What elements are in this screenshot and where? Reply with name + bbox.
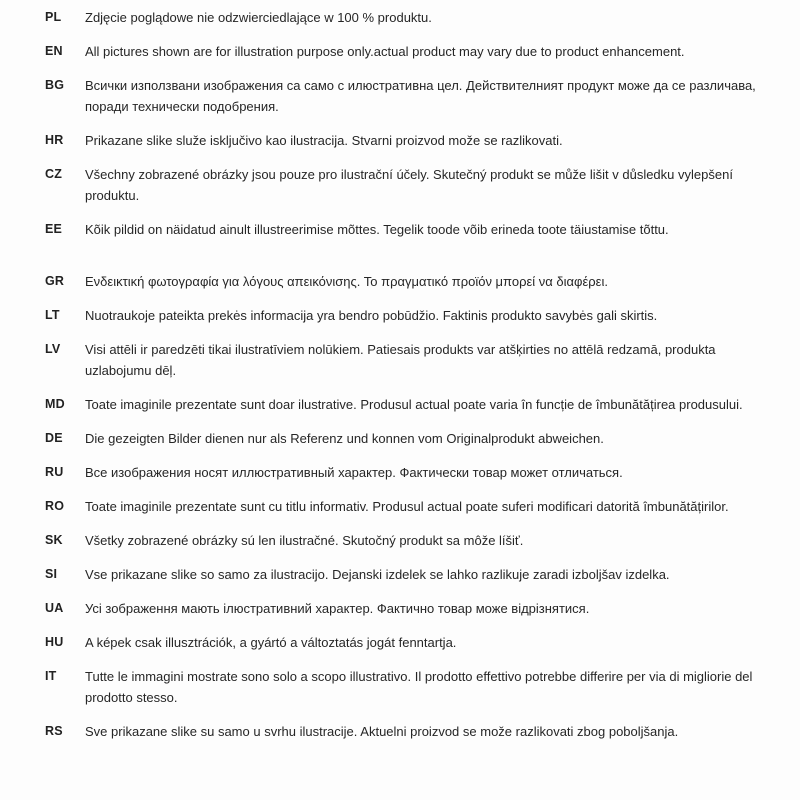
disclaimer-row (45, 164, 760, 206)
disclaimer-row (45, 598, 760, 619)
disclaimer-text: Toate imaginile prezentate sunt doar ilustrative. Produsul actual poate varia în funcție de îmbunătățirea produsului. (85, 397, 743, 412)
language-code: BG (45, 78, 65, 92)
disclaimer-text: All pictures shown are for illustration purpose only.actual product may vary due to product enhancement. (85, 44, 685, 59)
disclaimer-text: Prikazane slike služe isključivo kao ilustracija. Stvarni proizvod može se razlikovati. (85, 133, 563, 148)
language-code: MD (45, 397, 65, 411)
disclaimer-text: Všechny zobrazené obrázky jsou pouze pro ilustrační účely. Skutečný produkt se může lišit v důsledku vylepšení produktu. (85, 167, 733, 203)
language-code: UA (45, 601, 64, 615)
disclaimer-row (45, 428, 760, 449)
disclaimer-row (45, 41, 760, 62)
disclaimer-row (45, 496, 760, 517)
language-code: RU (45, 465, 64, 479)
language-code: CZ (45, 167, 63, 181)
disclaimer-text: Vse prikazane slike so samo za ilustracijo. Dejanski izdelek se lahko razlikuje zaradi izboljšav izdelka. (85, 567, 670, 582)
language-code: GR (45, 274, 65, 288)
disclaimer-text: Ενδεικτική φωτογραφία για λόγους απεικόνισης. Το πραγματικό προϊόν μπορεί να διαφέρει. (85, 274, 608, 289)
disclaimer-row (45, 219, 760, 240)
disclaimer-row (45, 564, 760, 585)
language-code: IT (45, 669, 57, 683)
disclaimer-row (45, 462, 760, 483)
disclaimer-text: Kõik pildid on näidatud ainult illustreerimise mõttes. Tegelik toode võib erineda toote täiustamise tõttu. (85, 222, 669, 237)
disclaimer-row (45, 339, 760, 381)
language-code: PL (45, 10, 62, 24)
language-code: LT (45, 308, 60, 322)
disclaimer-row (45, 721, 760, 742)
language-code: SK (45, 533, 63, 547)
disclaimer-text: Всички използвани изображения са само с илюстративна цел. Действителният продукт може да се различава, поради технически подобрения. (85, 78, 756, 114)
disclaimer-row (45, 530, 760, 551)
language-code: RS (45, 724, 63, 738)
disclaimer-text: Zdjęcie poglądowe nie odzwierciedlające w 100 % produktu. (85, 10, 432, 25)
disclaimer-text: Все изображения носят иллюстративный характер. Фактически товар может отличаться. (85, 465, 623, 480)
disclaimer-text: Усі зображення мають ілюстративний характер. Фактично товар може відрізнятися. (85, 601, 590, 616)
disclaimer-text: Všetky zobrazené obrázky sú len ilustračné. Skutočný produkt sa môže líšiť. (85, 533, 524, 548)
disclaimer-row (45, 632, 760, 653)
disclaimer-row (45, 305, 760, 326)
disclaimer-row (45, 271, 760, 292)
disclaimer-text: Die gezeigten Bilder dienen nur als Referenz und konnen vom Originalprodukt abweichen. (85, 431, 604, 446)
language-code: HR (45, 133, 64, 147)
language-code: EE (45, 222, 63, 236)
language-code: SI (45, 567, 58, 581)
disclaimer-text: Toate imaginile prezentate sunt cu titlu informativ. Produsul actual poate suferi modificari datorită îmbunătățirilor. (85, 499, 729, 514)
disclaimer-row (45, 75, 760, 117)
disclaimer-text: Visi attēli ir paredzēti tikai ilustratīviem nolūkiem. Patiesais produkts var atšķirties no attēlā redzamā, produkta uzlabojumu dēļ. (85, 342, 716, 378)
disclaimer-text: A képek csak illusztrációk, a gyártó a változtatás jogát fenntartja. (85, 635, 457, 650)
disclaimer-text: Tutte le immagini mostrate sono solo a scopo illustrativo. Il prodotto effettivo potrebbe differire per via di migliorie del prodotto stesso. (85, 669, 753, 705)
language-code: HU (45, 635, 64, 649)
disclaimer-text: Sve prikazane slike su samo u svrhu ilustracije. Aktuelni proizvod se može razlikovati zbog poboljšanja. (85, 724, 679, 739)
language-code: DE (45, 431, 63, 445)
disclaimer-row (45, 666, 760, 708)
disclaimer-text: Nuotraukoje pateikta prekės informacija yra bendro pobūdžio. Faktinis produkto savybės gali skirtis. (85, 308, 658, 323)
language-code: EN (45, 44, 63, 58)
disclaimer-list (45, 7, 760, 742)
disclaimer-row (45, 7, 760, 28)
disclaimer-row (45, 130, 760, 151)
language-code: LV (45, 342, 61, 356)
language-code: RO (45, 499, 65, 513)
disclaimer-row (45, 394, 760, 415)
